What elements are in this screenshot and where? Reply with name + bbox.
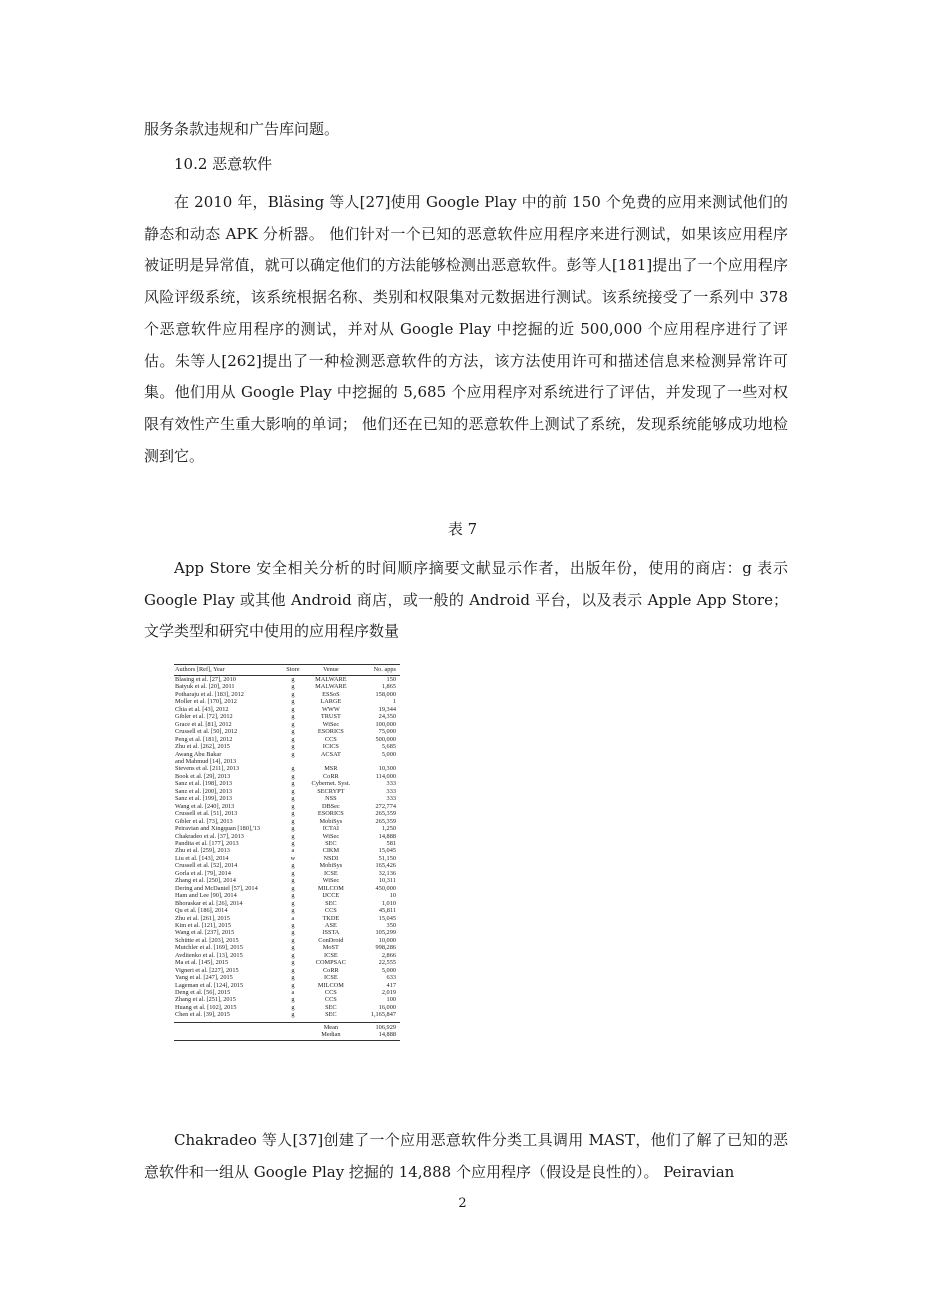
cell-author: Ham and Lee [90], 2014 (175, 892, 237, 900)
table-row (174, 683, 400, 690)
cell-author: Deng et al. [56], 2015 (175, 989, 231, 997)
cell-store: g (291, 787, 295, 795)
cell-store: g (291, 683, 295, 691)
cell-venue: ICICS (322, 743, 339, 751)
malware-table (174, 664, 400, 1041)
table-row (174, 751, 400, 758)
paragraph-malware-1: 在 2010 年，Bläsing 等人[27]使用 Google Play 中的前 150 个免费的应用来测试他们的静态和动态 APK 分析器。 他们针对一个已知的恶意软件应用程序来进行测试，如果该应用程序被证明是异常值，就可以确定他们的方法能够检测出恶意软件。彭等人[181]提出了一个应用程序风险评级系统，该系统根据名称、类别和权限集对元数据进行测试。该系统接受了一系列中 378 个恶意软件应用程序的测试，并对从 Google Play 中挖掘的近 500,000 个应用程序进行了评估。朱等人[262]提出了一种检测恶意软件的方法，该方法使用许可和描述信息来检测异常许可集。他们用从 Google Play 中挖掘的 5,685 个应用程序对系统进行了评估，并发现了一些对权限有效性产生重大影响的单词； 他们还在已知的恶意软件上测试了系统，发现系统能够成功地检测到它。 (144, 193, 788, 465)
cell-apps: 165,426 (375, 862, 396, 870)
table-row (174, 929, 400, 936)
cell-venue: MALWARE (315, 683, 347, 691)
cell-store: g (291, 705, 295, 713)
summary-row (174, 1031, 400, 1040)
cell-author: Yang et al. [247], 2015 (175, 974, 233, 982)
cell-author: Schütte et al. [203], 2015 (175, 936, 239, 944)
table-row (174, 959, 400, 966)
cell-apps: 19,344 (378, 705, 396, 713)
cell-venue: ICTAI (322, 825, 339, 833)
header-authors: Authors [Ref], Year (174, 665, 283, 676)
cell-author: Potharaju et al. [183], 2012 (175, 690, 244, 698)
cell-venue: SEC (325, 899, 337, 907)
cell-apps: 633 (386, 974, 396, 982)
cell-author: Book et al. [29], 2013 (175, 772, 231, 780)
table-row (174, 765, 400, 772)
table-row (174, 780, 400, 787)
cell-author: Lageman et al. [124], 2015 (175, 981, 244, 989)
cell-apps: 22,555 (378, 959, 396, 967)
cell-venue: ICSE (324, 974, 338, 982)
cell-apps: 100,000 (375, 720, 396, 728)
cell-apps: 581 (386, 839, 396, 847)
cell-venue: LARGE (320, 698, 342, 706)
cell-author: Pandita et al. [177], 2013 (175, 839, 239, 847)
cell-venue: ICSE (324, 869, 338, 877)
cell-apps: 265,359 (375, 810, 396, 818)
cell-apps: 14,888 (378, 832, 396, 840)
cell-venue: TKDE (322, 914, 340, 922)
table-row (174, 758, 400, 765)
cell-venue: SEC (325, 839, 337, 847)
cell-venue: MILCOM (317, 884, 344, 892)
summary-value: 106,929 (359, 1022, 400, 1031)
cell-author: Chakradeo et al. [37], 2013 (175, 832, 244, 840)
cell-venue: ISSTA (322, 929, 340, 937)
table-row (174, 743, 400, 750)
cell-store: g (291, 981, 295, 989)
cell-apps: 15,045 (378, 847, 396, 855)
cell-store: g (291, 720, 295, 728)
cell-apps: 158,000 (375, 690, 396, 698)
cell-author: Liu et al. [143], 2014 (175, 854, 229, 862)
cell-venue: ACSAT (320, 750, 341, 758)
summary-spacer (174, 1031, 283, 1040)
cell-author: Avdiienko et al. [13], 2015 (175, 951, 243, 959)
table-row (174, 989, 400, 996)
cell-apps: 272,774 (375, 802, 396, 810)
table-row (174, 982, 400, 989)
cell-apps: 1,165,847 (370, 1011, 396, 1019)
table-row (174, 974, 400, 981)
table-row (174, 810, 400, 817)
table-row (174, 877, 400, 884)
cell-author: Huang et al. [102], 2015 (175, 1003, 237, 1011)
cell-author: Zhang et al. [250], 2014 (175, 877, 236, 885)
summary-spacer (283, 1022, 302, 1031)
cell-store: g (291, 892, 295, 900)
cell-venue: WiSec (322, 832, 340, 840)
table-row (174, 803, 400, 810)
table-row (174, 996, 400, 1003)
cell-author: Zhu et al. [261], 2015 (175, 914, 230, 922)
table-row (174, 736, 400, 743)
cell-venue: IJCCE (322, 892, 340, 900)
cell-author: Crussell et al. [52], 2014 (175, 862, 238, 870)
cell-store: w (290, 854, 296, 862)
cell-store: g (291, 929, 295, 937)
paragraph-intro-tail: 服务条款违规和广告库问题。 (144, 120, 340, 138)
cell-author: Gibler et al. [72], 2012 (175, 713, 233, 721)
cell-author: Wang et al. [237], 2015 (175, 929, 235, 937)
table-row (174, 937, 400, 944)
cell-apps: 10 (389, 892, 396, 900)
cell-venue: ESORICS (317, 810, 344, 818)
cell-apps: 1 (392, 698, 396, 706)
cell-author: Crussell et al. [51], 2013 (175, 810, 238, 818)
cell-apps: 5,000 (381, 966, 396, 974)
header-apps: No. apps (359, 665, 400, 676)
cell-venue: CCS (324, 907, 337, 915)
cell-apps: 10,300 (378, 765, 396, 773)
cell-store: g (291, 907, 295, 915)
cell-apps: 10,311 (378, 877, 396, 885)
cell-store: g (291, 735, 295, 743)
cell-store: g (291, 966, 295, 974)
table-row (174, 907, 400, 914)
table-row (174, 922, 400, 929)
header-store: Store (283, 665, 302, 676)
cell-apps: 500,000 (375, 735, 396, 743)
cell-store: g (291, 810, 295, 818)
cell-apps: 1,010 (381, 899, 396, 907)
cell-apps: 51,150 (378, 854, 396, 862)
cell-apps: 150 (386, 676, 396, 683)
table-row (174, 885, 400, 892)
paragraph-malware-2: Chakradeo 等人[37]创建了一个应用恶意软件分类工具调用 MAST，他们了解了已知的恶意软件和一组从 Google Play 挖掘的 14,888 个应用程序（假设是良性的）。 Peiravian (144, 1131, 788, 1181)
cell-venue: MSR (324, 765, 338, 773)
cell-apps (359, 758, 400, 765)
cell-apps: 16,000 (378, 1003, 396, 1011)
table-row (174, 676, 400, 684)
section-heading: 10.2 恶意软件 (174, 155, 273, 173)
table-row (174, 691, 400, 698)
table-header-row (174, 665, 400, 676)
cell-venue: MILCOM (317, 981, 344, 989)
table-row (174, 952, 400, 959)
table-row (174, 900, 400, 907)
cell-author: Moller et al. [170], 2012 (175, 698, 237, 706)
cell-store: g (291, 877, 295, 885)
table-row (174, 698, 400, 705)
cell-venue: ESORICS (317, 728, 344, 736)
table-row (174, 1004, 400, 1011)
table-row (174, 847, 400, 854)
cell-store: g (291, 817, 295, 825)
cell-apps: 1,250 (381, 825, 396, 833)
cell-venue: NSS (325, 795, 337, 803)
cell-venue: NSDI (323, 854, 339, 862)
cell-store: a (291, 914, 295, 922)
cell-venue: MALWARE (315, 676, 347, 683)
cell-apps: 2,019 (381, 989, 396, 997)
cell-author: and Mahmud [14], 2013 (175, 757, 237, 765)
cell-venue: CCS (324, 996, 337, 1004)
cell-apps: 15,045 (378, 914, 396, 922)
summary-spacer (174, 1022, 283, 1031)
cell-author: Batyuk et al. [20], 2011 (175, 683, 235, 691)
cell-store: g (291, 951, 295, 959)
cell-store: g (291, 772, 295, 780)
cell-author: Grace et al. [81], 2012 (175, 720, 232, 728)
cell-author: Peng et al. [181], 2012 (175, 735, 233, 743)
cell-author: Kim et al. [121], 2015 (175, 921, 231, 929)
cell-store (283, 758, 302, 765)
cell-store: g (291, 1011, 295, 1019)
table-row (174, 840, 400, 847)
cell-apps: 100 (386, 996, 396, 1004)
cell-venue: CCS (324, 735, 337, 743)
cell-store: g (291, 839, 295, 847)
table-row (174, 967, 400, 974)
table-body (174, 676, 400, 1023)
cell-author: Sanz et al. [199], 2013 (175, 795, 233, 803)
table-row (174, 862, 400, 869)
cell-store: g (291, 743, 295, 751)
page-number: 2 (458, 1196, 467, 1211)
cell-author: Bhoraskar et al. [26], 2014 (175, 899, 243, 907)
cell-store: g (291, 944, 295, 952)
table-row (174, 1011, 400, 1022)
table-summary (174, 1022, 400, 1040)
summary-table (174, 664, 400, 1041)
summary-label: Mean (303, 1022, 360, 1031)
cell-apps: 417 (386, 981, 396, 989)
cell-author: Crussell et al. [50], 2012 (175, 728, 238, 736)
cell-author: Ma et al. [145], 2015 (175, 959, 229, 967)
cell-apps: 10,000 (378, 936, 396, 944)
cell-author: Stevens et al. [211], 2013 (175, 765, 240, 773)
cell-store: g (291, 795, 295, 803)
cell-store: g (291, 899, 295, 907)
table-row (174, 855, 400, 862)
table-row (174, 788, 400, 795)
table-row (174, 773, 400, 780)
cell-apps: 450,000 (375, 884, 396, 892)
cell-author: Awang Abu Bakar (175, 750, 222, 758)
cell-store: g (291, 750, 295, 758)
cell-store: g (291, 996, 295, 1004)
cell-store: g (291, 869, 295, 877)
cell-apps: 5,685 (381, 743, 396, 751)
cell-store: g (291, 1003, 295, 1011)
cell-apps: 998,286 (375, 944, 396, 952)
cell-author: Gorla et al. [79], 2014 (175, 869, 231, 877)
cell-venue: CoRR (322, 772, 339, 780)
cell-venue: DBSec (321, 802, 340, 810)
cell-store: a (291, 847, 295, 855)
cell-apps: 350 (386, 921, 396, 929)
cell-venue: SEC (325, 1003, 337, 1011)
cell-store: g (291, 713, 295, 721)
table-row (174, 728, 400, 735)
cell-author: Sanz et al. [200], 2013 (175, 787, 233, 795)
cell-apps: 75,000 (378, 728, 396, 736)
cell-store: g (291, 921, 295, 929)
cell-apps: 105,299 (375, 929, 396, 937)
cell-store: g (291, 884, 295, 892)
cell-author: Gibler et al. [73], 2013 (175, 817, 233, 825)
cell-venue: TRUST (320, 713, 341, 721)
cell-author: Chen et al. [39], 2015 (175, 1011, 230, 1019)
cell-store: g (291, 936, 295, 944)
cell-venue: WWW (321, 705, 340, 713)
summary-value: 14,888 (359, 1031, 400, 1040)
cell-venue: COMPSAC (315, 959, 346, 967)
cell-venue: WiSec (322, 720, 340, 728)
summary-label: Median (303, 1031, 360, 1040)
cell-apps: 45,811 (378, 907, 396, 915)
cell-author: Mutchler et al. [169], 2015 (175, 944, 243, 952)
cell-apps: 333 (386, 787, 396, 795)
table-row (174, 721, 400, 728)
header-venue: Venue (303, 665, 360, 676)
cell-store: g (291, 698, 295, 706)
cell-venue (303, 758, 360, 765)
cell-apps: 2,866 (381, 951, 396, 959)
cell-author: Vigneri et al. [227], 2015 (175, 966, 239, 974)
cell-venue: SEC (325, 1011, 337, 1019)
cell-venue: ASE (324, 921, 337, 929)
cell-venue: Cybernet. Syst. (311, 780, 351, 788)
cell-venue: ConDroid (318, 936, 344, 944)
cell-venue: WiSec (322, 877, 340, 885)
cell-author: Zhu et al. [262], 2015 (175, 743, 230, 751)
cell-venue: MobiSys (319, 817, 343, 825)
cell-store: g (291, 780, 295, 788)
table-row (174, 833, 400, 840)
cell-apps: 24,350 (378, 713, 396, 721)
cell-venue: CCS (324, 989, 337, 997)
cell-store: g (291, 959, 295, 967)
cell-author: Wang et al. [240], 2013 (175, 802, 235, 810)
table-row (174, 892, 400, 899)
cell-store: g (291, 690, 295, 698)
cell-apps: 333 (386, 795, 396, 803)
cell-apps: 1,865 (381, 683, 396, 691)
cell-venue: CIKM (322, 847, 340, 855)
summary-row (174, 1022, 400, 1031)
cell-store: a (291, 989, 295, 997)
cell-venue: ESSoS (322, 690, 340, 698)
cell-store: g (291, 974, 295, 982)
cell-apps: 333 (386, 780, 396, 788)
cell-store: g (291, 832, 295, 840)
cell-venue: CoRR (322, 966, 339, 974)
table-row (174, 706, 400, 713)
table-row (174, 944, 400, 951)
summary-spacer (283, 1031, 302, 1040)
cell-venue: ICSE (324, 951, 338, 959)
table-row (174, 795, 400, 802)
table-row (174, 870, 400, 877)
cell-apps: 114,000 (375, 772, 396, 780)
table-caption: App Store 安全相关分析的时间顺序摘要文献显示作者，出版年份，使用的商店：g 表示 Google Play 或其他 Android 商店，或一般的 Android 平台，以及表示 Apple App Store；文学类型和研究中使用的应用程序数量 (144, 559, 788, 641)
cell-store: g (291, 825, 295, 833)
cell-author: Zhang et al. [251], 2015 (175, 996, 236, 1004)
cell-venue: SECRYPT (317, 787, 345, 795)
cell-author: Zhu et al. [259], 2013 (175, 847, 230, 855)
table-row (174, 915, 400, 922)
cell-author: Qu et al. [186], 2014 (175, 907, 228, 915)
cell-venue: MobiSys (319, 862, 343, 870)
table-row (174, 825, 400, 832)
cell-apps: 265,359 (375, 817, 396, 825)
cell-venue: MoST (322, 944, 339, 952)
cell-store: g (291, 802, 295, 810)
cell-author: Sanz et al. [198], 2013 (175, 780, 233, 788)
table-row (174, 818, 400, 825)
cell-author: Blasing et al. [27], 2010 (175, 676, 236, 683)
cell-author: Dering and McDaniel [57], 2014 (175, 884, 258, 892)
cell-apps: 5,000 (381, 750, 396, 758)
cell-store: g (291, 765, 295, 773)
cell-apps: 32,136 (378, 869, 396, 877)
cell-author: Chia et al. [43], 2012 (175, 705, 229, 713)
cell-store: g (291, 728, 295, 736)
cell-store: g (291, 676, 295, 683)
table-row (174, 713, 400, 720)
cell-store: g (291, 862, 295, 870)
cell-author: Peiravian and Xingquan [180],'13 (175, 825, 261, 833)
table-title: 表 7 (447, 520, 478, 538)
